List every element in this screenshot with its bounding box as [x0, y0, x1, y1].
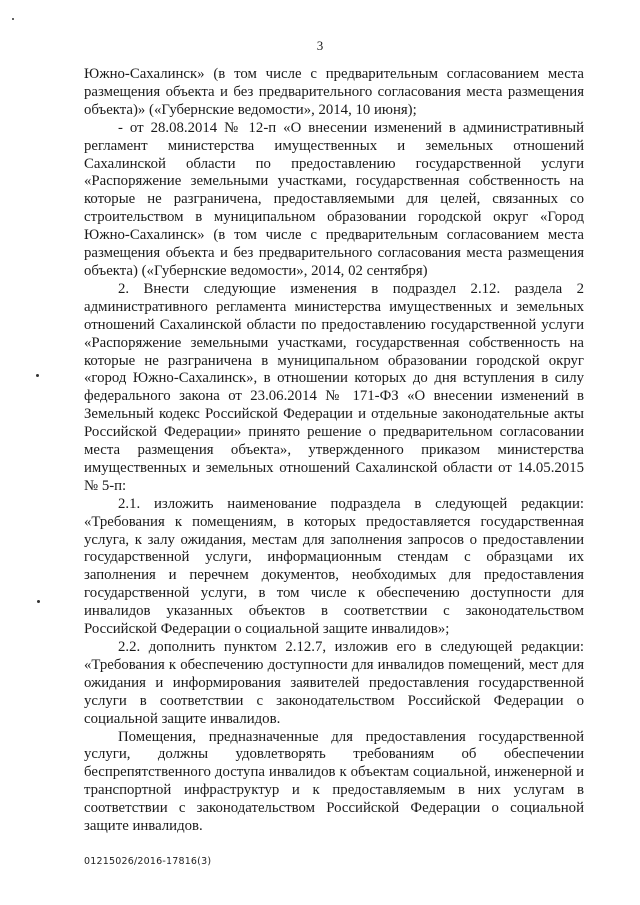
scan-speck	[37, 600, 40, 603]
paragraph-6: Помещения, предназначенные для предоставления государственной услуги, должны удовлетворять требованиям об обеспечении беспрепятственного доступа инвалидов к объектам социальной, инженерной и транспортной инфраструктур и к предоставляемым в них услугам в соответствии с законодательством Российской Федерации о социальной защите инвалидов.	[84, 728, 584, 835]
scan-speck	[12, 18, 14, 20]
paragraph-1: Южно-Сахалинск» (в том числе с предварительным согласованием места размещения объекта и без предварительного согласования места размещения объекта)» («Губернские ведомости», 2014, 10 июня);	[84, 66, 584, 118]
paragraph-2: - от 28.08.2014 № 12-п «О внесении изменений в административный регламент министерства имущественных и земельных отношений Сахалинской области по предоставлению государственной услуги «Распоряжение земельными участками, государственная собственность на которые не разграничена, предоставляемыми для целей, связанных со строительством в муниципальном образовании городской округ «Город Южно-Сахалинск» (в том числе с предварительным согласованием места размещения объекта и без предварительного согласования места размещения объекта) («Губернские ведомости», 2014, 02 сентября)	[84, 119, 584, 279]
paragraph-5: 2.2. дополнить пунктом 2.12.7, изложив его в следующей редакции: «Требования к обеспечению доступности для инвалидов помещений, мест для ожидания и информирования заявителей предоставления государственной услуги в соответствии с законодательством Российской Федерации о социальной защите инвалидов.	[84, 639, 584, 727]
document-registration-code: 01215026/2016-17816(3)	[84, 856, 212, 867]
paragraph-3: 2. Внести следующие изменения в подраздел 2.12. раздела 2 административного регламента министерства имущественных и земельных отношений Сахалинской области по предоставлению государственной услуги «Распоряжение земельными участками, государственная собственность на которые не разграничена в муниципальном образовании городской округ «город Южно-Сахалинск», в отношении которых до дня вступления в силу федерального закона от 23.06.2014 № 171-ФЗ «О внесении изменений в Земельный кодекс Российской Федерации и отдельные законодательные акты Российской Федерации» принято решение о предварительном согласовании места размещения объекта», утвержденного приказом министерства имущественных и земельных отношений Сахалинской области от 14.05.2015 № 5-п:	[84, 280, 584, 494]
scan-speck	[36, 374, 39, 377]
page-number: 3	[316, 38, 324, 53]
document-body	[84, 66, 584, 836]
paragraph-4: 2.1. изложить наименование подраздела в следующей редакции: «Требования к помещениям, в которых предоставляется государственная услуга, к залу ожидания, местам для заполнения запросов о предоставлении государственной услуги, информационным стендам с образцами их заполнения и перечнем документов, необходимых для предоставления государственной услуги, в том числе к обеспечению доступности для инвалидов указанных объектов в соответствии с законодательством Российской Федерации о социальной защите инвалидов»;	[84, 495, 584, 638]
